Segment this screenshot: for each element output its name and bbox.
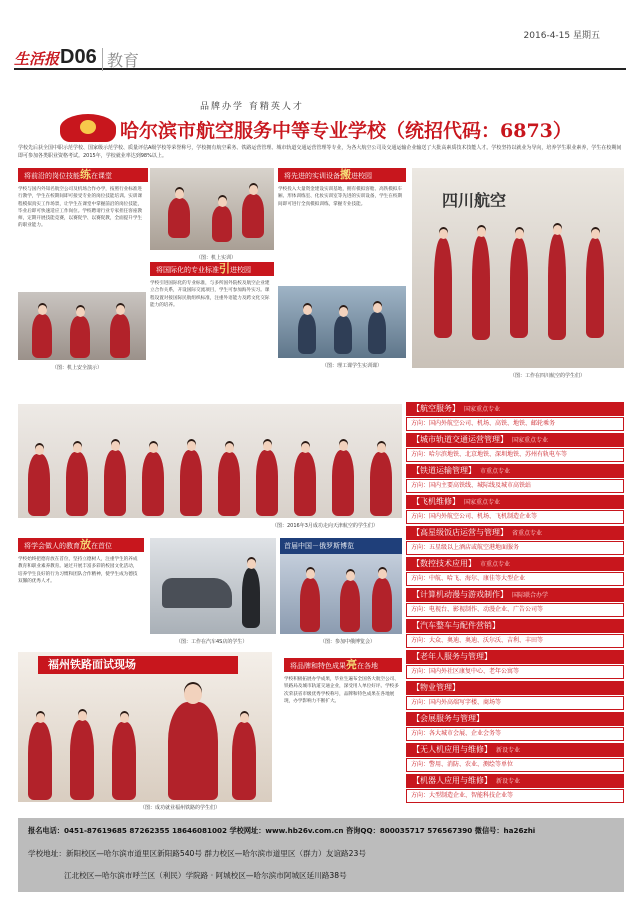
section-paragraph-1: 学校与国内外知名航空公司及机场合作办学，按照行业标准进行教学，学生在校期间即可接受专业的岗位技能培训。实训课程模拟真实工作场景，让学生在课堂中掌握前沿的岗位技能，毕业后即可快速适应工作岗位。学校聘请行业专家担任客座教师，定期开展技能竞赛，以赛促学、以赛促教，全面提升学生的职业能力。	[18, 187, 143, 229]
banner-headline	[60, 114, 630, 142]
program-item	[406, 402, 624, 435]
program-title: 【高星级饭店运营与管理】 省重点专业	[406, 526, 624, 540]
program-item	[406, 464, 624, 497]
caption-6: （图：工作在汽车4S店的学生）	[176, 639, 248, 645]
program-direction: 方向：哈尔滨地铁、北京地铁、深圳地铁、苏州有轨电车等	[406, 448, 624, 462]
program-title: 【铁道运输管理】 市重点专业	[406, 464, 624, 478]
program-item	[406, 433, 624, 466]
footer-contact-line: 报名电话：0451-87619685 87262355 18646081002 学校网址：www.hb26v.com.cn 咨询QQ：800035717 576567390 微信号：ha26zhi	[28, 826, 536, 835]
program-direction: 方向：国内外航空公司、机场、飞机制造企业等	[406, 510, 624, 524]
footer-address-line-2: 江北校区—哈尔滨市呼兰区（利民）学院路 · 阿城校区—哈尔滨市阿城区延川路38号	[64, 871, 347, 880]
section-header-3	[278, 168, 406, 182]
program-title: 【老年人服务与管理】	[406, 650, 624, 664]
caption-4: （图：工作在四川航空的学生们）	[510, 373, 586, 379]
section-header-1	[18, 168, 148, 182]
banner-slogan: 品牌办学 育精英人才	[200, 102, 304, 112]
program-direction: 方向：电视台、影视制作、动漫企业、广告公司等	[406, 603, 624, 617]
program-title: 【航空服务】 国家重点专业	[406, 402, 624, 416]
caption-2: （图：机上安全演示）	[52, 365, 103, 371]
section-title-pre: 将前沿的岗位技能	[24, 172, 80, 180]
program-title: 【机器人应用与维修】 新设专业	[406, 774, 624, 788]
intro-paragraph: 学校先后获全国中职示范学校、国家级示范学校、质量评估A级学校等荣誉称号，学校拥有航空乘务、铁路运营管理、城市轨道交通运营管理等专业，为各大航空公司及交通运输企业输送了大批高素质技术技能人才。学校坚持以就业为导向，培养学生职业素养，学生在校期间即可参加各类职业资格考试。2015年，学校就业率达到98%以上。	[18, 145, 622, 159]
section-title-post: 在各地	[357, 662, 378, 670]
photo-russia-expo	[280, 538, 402, 634]
program-item	[406, 712, 624, 745]
section-paragraph-2: 学校引进国际化的专业标准，与多所国外院校及航空企业建立合作关系，开设国际交流项目，学生可参加海外实习。课程设置对接国际民航组织标准，注重外语能力及跨文化交际能力的培养。	[150, 281, 270, 308]
contact-footer	[18, 818, 624, 892]
section-title-pre: 将品牌和特色成果	[290, 662, 346, 670]
program-item	[406, 650, 624, 683]
program-direction: 方向：国内外高端写字楼、商场等	[406, 696, 624, 710]
headline-title: 哈尔滨市航空服务中等专业学校（统招代码：6873）	[120, 120, 572, 142]
railway-banner: 福州铁路面试现场	[38, 656, 238, 674]
masthead	[14, 48, 626, 70]
section-title-big: 搬	[340, 168, 351, 181]
section-title-pre: 将先进的实训设备	[284, 172, 340, 180]
program-direction: 方向：大型制造企业、智能科技企业等	[406, 789, 624, 803]
section-paragraph-4: 学校始终把德育放在首位，坚持立德树人，注重学生的养成教育和职业素养教育。通过开展丰富多彩的校园文化活动，培养学生良好的行为习惯和团队合作精神，使学生成为德技双馨的优秀人才。	[18, 557, 138, 584]
program-title: 【计算机动漫与游戏制作】 国际联合办学	[406, 588, 624, 602]
program-item	[406, 619, 624, 652]
photo-safety-demo	[18, 292, 146, 360]
program-title: 【城市轨道交通运营管理】 国家重点专业	[406, 433, 624, 447]
caption-8: （图：成功就业福州铁路的学生们）	[140, 805, 221, 811]
section-title-post: 进校园	[230, 266, 251, 274]
program-direction: 方向：国内外航空公司、机场、高铁、地铁、邮轮乘务	[406, 417, 624, 431]
photo-lab-training	[278, 286, 406, 358]
issue-date: 2016-4-15 星期五	[523, 31, 600, 41]
section-title-post: 在课堂	[91, 172, 112, 180]
section-header-4	[18, 538, 144, 552]
program-title: 【会展服务与管理】	[406, 712, 624, 726]
section-title-big: 放	[80, 538, 91, 551]
section-title-post: 在首位	[91, 542, 112, 550]
page-number: D06	[60, 46, 97, 68]
caption-1: （图：机上实训）	[196, 255, 237, 261]
school-emblem-icon	[60, 114, 116, 142]
program-item	[406, 774, 624, 807]
program-title: 【汽车整车与配件营销】	[406, 619, 624, 633]
section-title-big: 练	[80, 168, 91, 181]
program-title: 【物业管理】	[406, 681, 624, 695]
program-item	[406, 557, 624, 590]
program-direction: 方向：中航、哈飞、海尔、康佳等大型企业	[406, 572, 624, 586]
section-header-2	[150, 262, 274, 276]
program-direction: 方向：国内外社区康复中心、老年公寓等	[406, 665, 624, 679]
sichuan-sign: 四川航空	[442, 191, 507, 210]
program-item	[406, 588, 624, 621]
photo-fuzhou-railway	[18, 652, 272, 802]
section-title-pre: 将学会做人的教育	[24, 542, 80, 550]
footer-address-line-1: 学校地址：新阳校区—哈尔滨市道里区新阳路540号 群力校区—哈尔滨市道里区（群力）友谊路23号	[28, 849, 366, 858]
photo-cabin-training	[150, 168, 274, 250]
caption-3: （图：理工课学生实训课）	[322, 363, 383, 369]
newspaper-logo: 生活报	[14, 50, 60, 68]
expo-sign: 首届中国－俄罗斯博览	[280, 538, 402, 554]
program-direction: 方向：各大城市会展、企业会务等	[406, 727, 624, 741]
page-header	[0, 0, 640, 46]
caption-5: （图：2016年3月成功走向天津航空的学生们）	[272, 523, 378, 529]
section-title-pre: 将国际化的专业标准	[156, 266, 219, 274]
program-direction: 方向：大众、奥迪、奥迪、沃尔沃、吉利、丰田等	[406, 634, 624, 648]
section-title-big: 亮	[346, 658, 357, 671]
program-item	[406, 681, 624, 714]
program-item	[406, 526, 624, 559]
section-title-big: 引	[219, 262, 230, 275]
program-title: 【飞机维修】 国家重点专业	[406, 495, 624, 509]
photo-tianjin-airlines	[18, 404, 402, 518]
program-direction: 方向：国内主要高铁线、城际线及城市高铁站	[406, 479, 624, 493]
caption-7: （图：参加中俄博览会）	[320, 639, 376, 645]
section-paragraph-5: 学校积极拓展办学成果，毕业生遍布全国各大航空公司、铁路局及城市轨道交通企业，深受用人单位好评。学校多次荣获省市级优秀学校称号，品牌和特色成果在各地展现，办学影响力不断扩大。	[284, 677, 399, 704]
program-item	[406, 743, 624, 776]
program-title: 【数控技术应用】 市重点专业	[406, 557, 624, 571]
program-direction: 方向：警用、消防、农业、测绘等单位	[406, 758, 624, 772]
photo-sichuan-airlines	[412, 168, 624, 368]
section-header-5	[284, 658, 402, 672]
section-title-post: 进校园	[351, 172, 372, 180]
section-paragraph-3: 学校投入大量资金建设实训基地，拥有模拟客舱、高铁模拟车厢、形体训练室、化妆实训室等先进的实训设备，学生在校期间即可进行全真模拟训练，掌握专业技能。	[278, 187, 403, 207]
program-item	[406, 495, 624, 528]
section-name: 教育	[102, 48, 139, 71]
program-title: 【无人机应用与维修】 新设专业	[406, 743, 624, 757]
program-direction: 方向：五星级以上酒店或航空港地面服务	[406, 541, 624, 555]
photo-car-dealer	[150, 538, 276, 634]
